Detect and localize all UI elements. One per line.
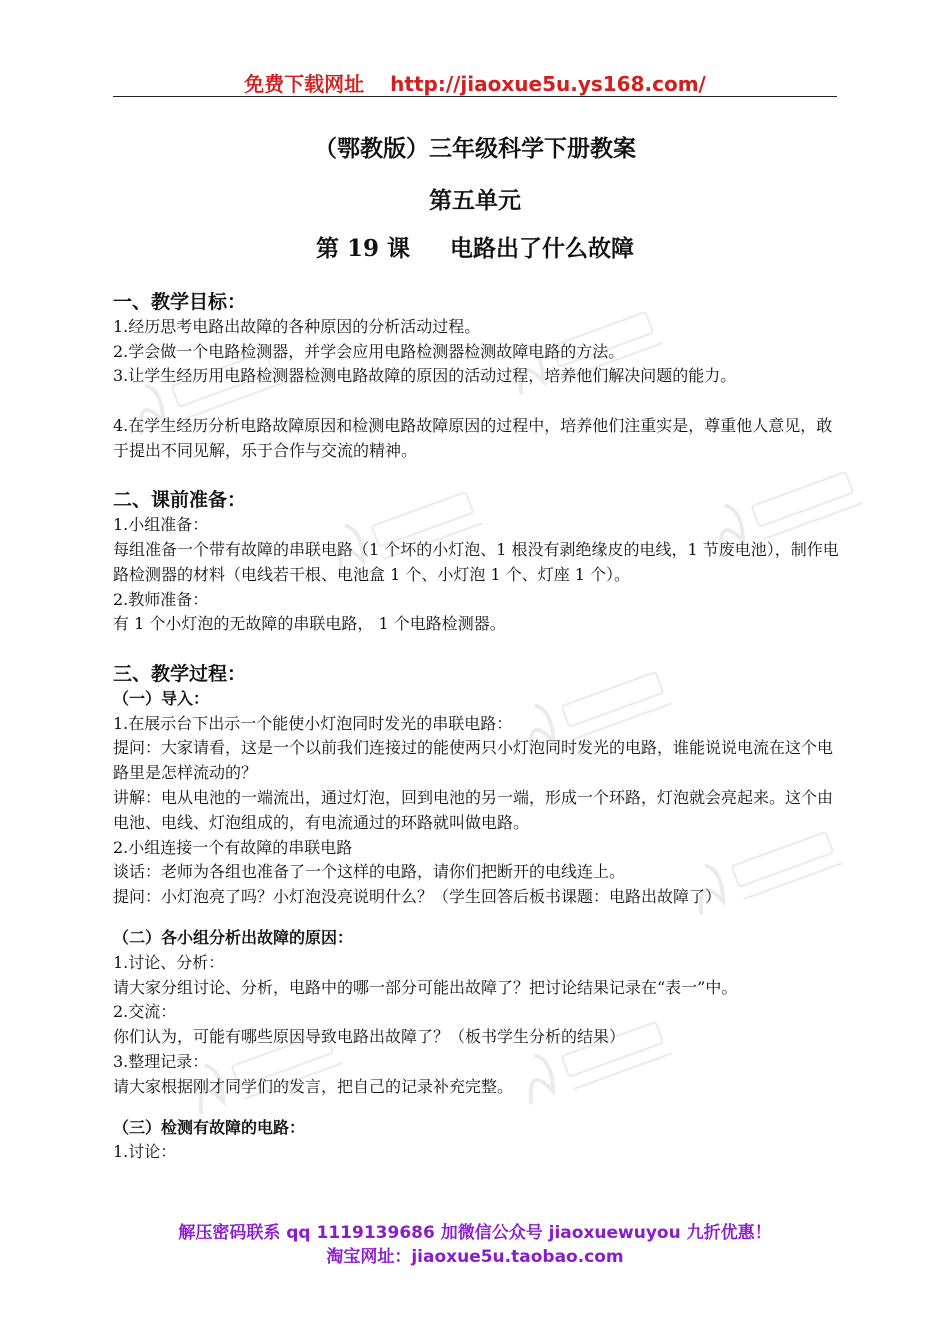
intro-line: 2.小组连接一个有故障的串联电路 bbox=[113, 837, 353, 857]
intro-line: 提问：大家请看，这是一个以前我们连接过的能使两只小灯泡同时发光的电路，谁能说说电流在这个电路里是怎样流动的？ bbox=[113, 738, 834, 783]
analysis-line: 3.整理记录： bbox=[113, 1051, 209, 1071]
unit-title: 第五单元 bbox=[429, 187, 521, 214]
analysis-line: 请大家根据刚才同学们的发言，把自己的记录补充完整。 bbox=[113, 1076, 514, 1096]
analysis-line: 请大家分组讨论、分析，电路中的哪一部分可能出故障了？把讨论结果记录在“表一”中。 bbox=[113, 977, 738, 997]
section-heading-process: 三、教学过程： bbox=[113, 662, 247, 685]
header-bar bbox=[113, 66, 837, 97]
lesson-title bbox=[113, 230, 837, 263]
header-label: 免费下载网址 bbox=[244, 72, 365, 96]
goal-item: 3.让学生经历用电路检测器检测电路故障的原因的活动过程，培养他们解决问题的能力。 bbox=[113, 366, 737, 386]
goal-item: 4.在学生经历分析电路故障原因和检测电路故障原因的过程中，培养他们注重实是，尊重他人意见，敢于提出不同见解，乐于合作与交流的精神。 bbox=[113, 415, 833, 460]
footer-contact: 解压密码联系 qq 1119139686 加微信公众号 jiaoxuewuyou 九折优惠！ bbox=[178, 1223, 772, 1243]
detect-line: 1.讨论： bbox=[113, 1142, 177, 1162]
book-title: 三年级科学下册教案 bbox=[429, 135, 636, 162]
intro-line: 提问：小灯泡亮了吗？小灯泡没亮说明什么？（学生回答后板书课题：电路出故障了） bbox=[113, 887, 722, 907]
prep-teacher-label: 2.教师准备： bbox=[113, 589, 209, 609]
analysis-line: 1.讨论、分析： bbox=[113, 952, 225, 972]
intro-line: 谈话：老师为各组也准备了一个这样的电路，请你们把断开的电线连上。 bbox=[113, 862, 626, 882]
footer-shop-link[interactable]: 淘宝网址：jiaoxue5u.taobao.com bbox=[326, 1247, 624, 1267]
subsection-heading-analysis: （二）各小组分析出故障的原因： bbox=[113, 927, 354, 947]
header-line bbox=[113, 68, 837, 97]
publisher-paren: （鄂教版） bbox=[314, 135, 429, 162]
goal-item: 1.经历思考电路出故障的各种原因的分析活动过程。 bbox=[113, 316, 481, 336]
prep-group-label: 1.小组准备： bbox=[113, 515, 209, 535]
analysis-line: 2.交流： bbox=[113, 1002, 177, 1022]
lesson-name: 电路出了什么故障 bbox=[450, 235, 635, 262]
section-heading-prep: 二、课前准备： bbox=[113, 489, 247, 512]
analysis-line: 你们认为，可能有哪些原因导致电路出故障了？（板书学生分析的结果） bbox=[113, 1027, 626, 1047]
intro-line: 1.在展示台下出示一个能使小灯泡同时发光的串联电路： bbox=[113, 713, 513, 733]
goal-item: 2.学会做一个电路检测器，并学会应用电路检测器检测故障电路的方法。 bbox=[113, 341, 625, 361]
section-heading-goals: 一、教学目标： bbox=[113, 291, 247, 313]
header-url-link[interactable]: http://jiaoxue5u.ys168.com/ bbox=[390, 72, 706, 96]
subsection-heading-detect: （三）检测有故障的电路： bbox=[113, 1117, 306, 1137]
doc-title bbox=[113, 130, 837, 163]
intro-line: 讲解：电从电池的一端流出，通过灯泡，回到电池的另一端，形成一个环路，灯泡就会亮起来。这个由电池、电线、灯泡组成的，有电流通过的环路就叫做电路。 bbox=[113, 787, 834, 832]
lesson-number: 第 19 课 bbox=[315, 235, 411, 262]
document-body bbox=[113, 290, 848, 1165]
prep-group-text: 每组准备一个带有故障的串联电路（1 个坏的小灯泡、1 根没有剥绝缘皮的电线，1 节废电池），制作电路检测器的材料（电线若干根、电池盒 1 个、小灯泡 1 个、灯座 1 个）。 bbox=[113, 539, 839, 584]
subsection-heading-intro: （一）导入： bbox=[113, 688, 210, 708]
prep-teacher-text: 有 1 个小灯泡的无故障的串联电路， 1 个电路检测器。 bbox=[113, 614, 506, 634]
